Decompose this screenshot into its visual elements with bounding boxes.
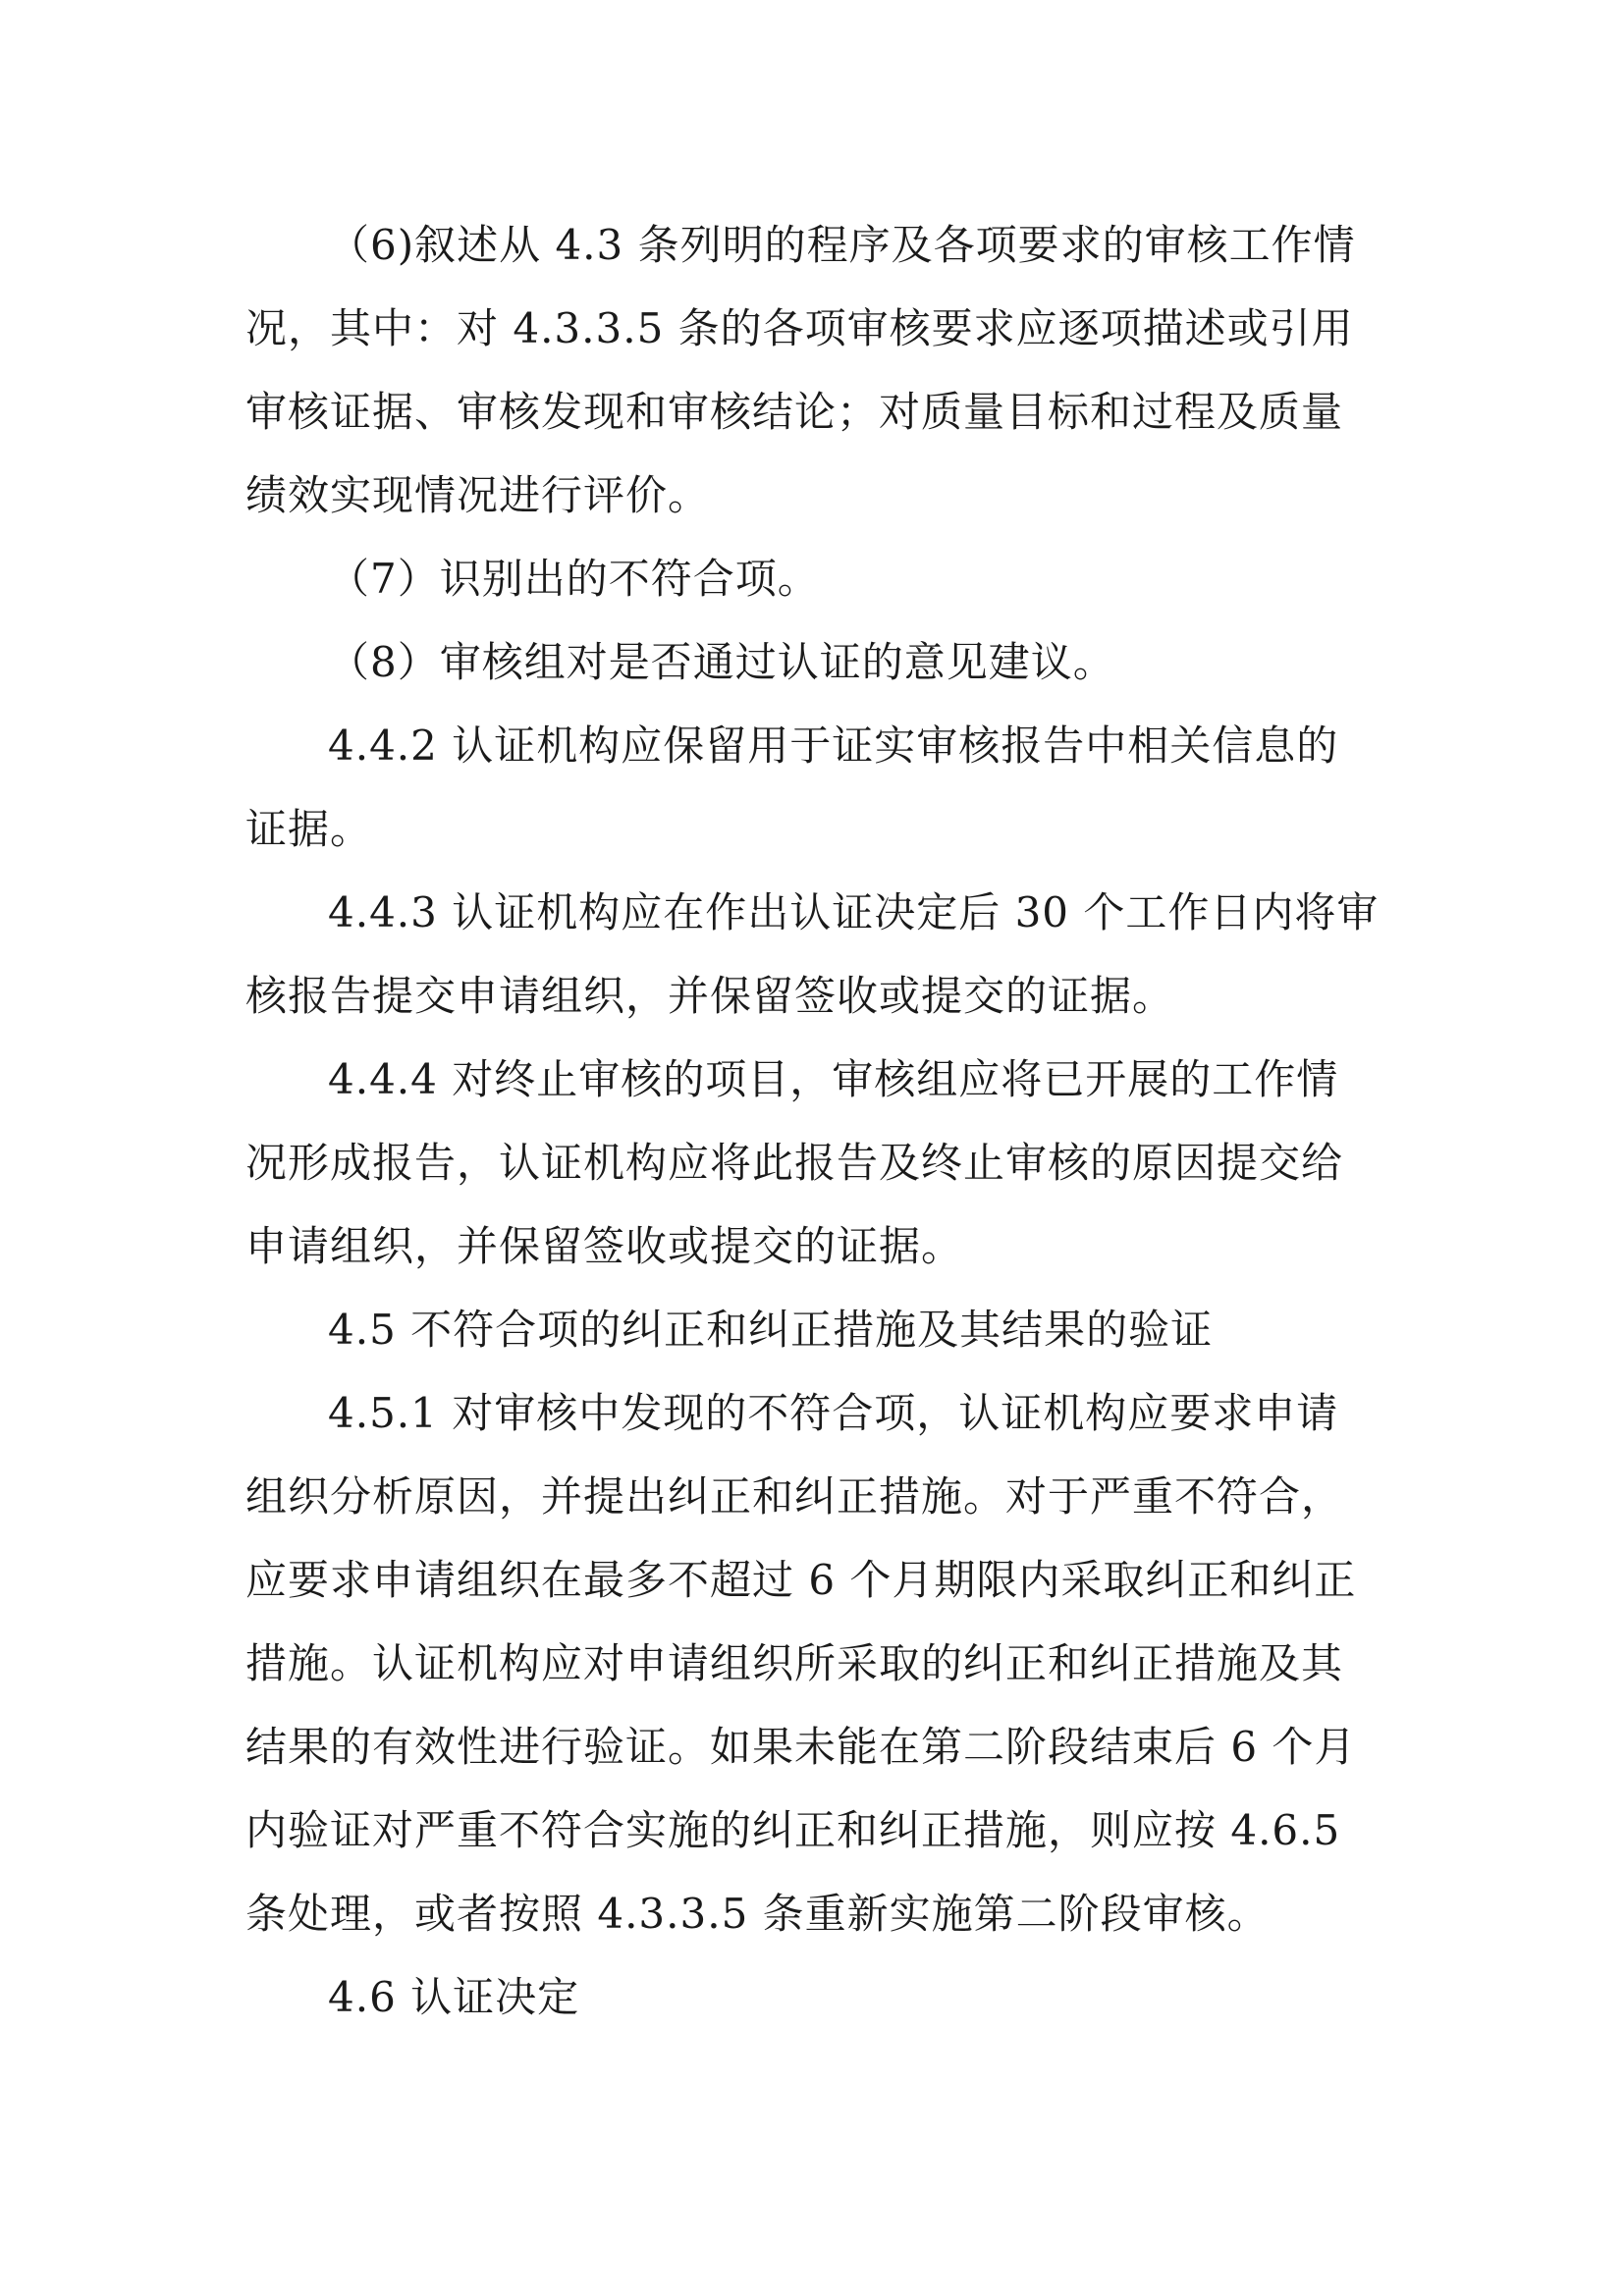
text-line: 申请组织，并保留签收或提交的证据。: [245, 1222, 964, 1270]
text-line: 绩效实现情况进行评价。: [245, 471, 711, 519]
text-line: 内验证对严重不符合实施的纠正和纠正措施，则应按 4.6.5: [245, 1806, 1341, 1854]
text-line: （6)叙述从 4.3 条列明的程序及各项要求的审核工作情: [328, 221, 1356, 269]
text-line: 4.4.3 认证机构应在作出认证决定后 30 个工作日内将审: [328, 888, 1380, 936]
text-line: （8）审核组对是否通过认证的意见建议。: [328, 638, 1115, 686]
text-line: 应要求申请组织在最多不超过 6 个月期限内采取纠正和纠正: [245, 1556, 1357, 1604]
text-line: 证据。: [245, 805, 373, 853]
text-line: （7）识别出的不符合项。: [328, 555, 820, 603]
text-line: 4.4.2 认证机构应保留用于证实审核报告中相关信息的: [328, 721, 1339, 770]
section-heading: 4.5 不符合项的纠正和纠正措施及其结果的验证: [328, 1306, 1214, 1354]
text-line: 况，其中：对 4.3.3.5 条的各项审核要求应逐项描述或引用: [245, 304, 1354, 352]
text-line: 4.5.1 对审核中发现的不符合项，认证机构应要求申请: [328, 1389, 1339, 1437]
text-line: 审核证据、审核发现和审核结论；对质量目标和过程及质量: [245, 388, 1344, 436]
text-line: 组织分析原因，并提出纠正和纠正措施。对于严重不符合，: [245, 1472, 1344, 1521]
text-line: 况形成报告，认证机构应将此报告及终止审核的原因提交给: [245, 1139, 1344, 1187]
section-heading: 4.6 认证决定: [328, 1973, 580, 2021]
text-line: 4.4.4 对终止审核的项目，审核组应将已开展的工作情: [328, 1055, 1339, 1103]
text-line: 结果的有效性进行验证。如果未能在第二阶段结束后 6 个月: [245, 1723, 1357, 1771]
text-line: 条处理，或者按照 4.3.3.5 条重新实施第二阶段审核。: [245, 1890, 1270, 1938]
text-line: 措施。认证机构应对申请组织所采取的纠正和纠正措施及其: [245, 1639, 1344, 1687]
text-line: 核报告提交申请组织，并保留签收或提交的证据。: [245, 972, 1175, 1020]
